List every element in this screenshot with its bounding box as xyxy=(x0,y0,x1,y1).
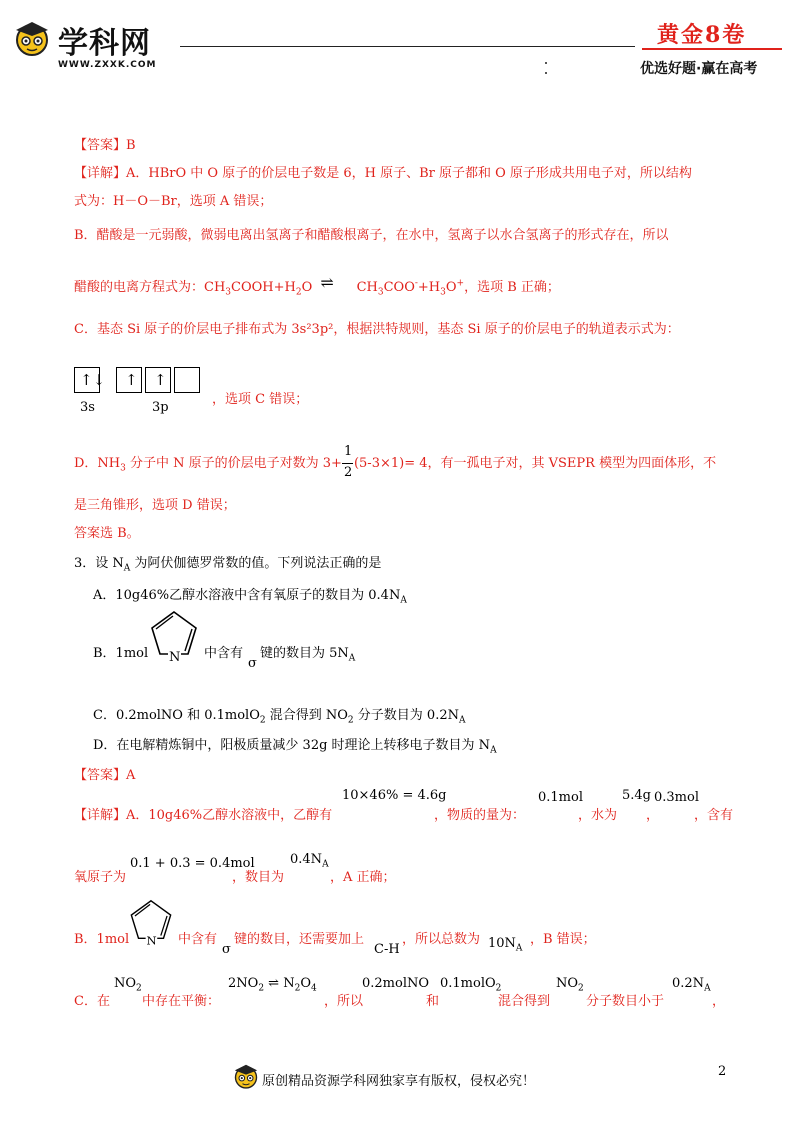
q3-answer: 【答案】A xyxy=(74,768,136,783)
q3-option-b-suffix: 键的数目为 $5N_A$ xyxy=(260,646,356,664)
q2-detail-b-line1: B．醋酸是一元弱酸，微弱电离出氢离子和醋酸根离子，在水中，氢离子以水合氢离子的形式存在，所以 xyxy=(74,228,669,243)
q3-option-a: A．10g46%乙醇水溶液中含有氧原子的数目为 $0.4N_A$ xyxy=(93,588,407,606)
spin-up-icon: ↑ xyxy=(125,371,138,389)
q3-detail-b-mid2: 键的数目，还需要加上 xyxy=(234,932,365,947)
q3-formula-sum: 0.1 + 0.3 = 0.4mol xyxy=(130,856,255,871)
q3-detail-a-pre: 【详解】A．10g46%乙醇水溶液中，乙醇有 xyxy=(74,808,333,823)
q2-detail-a-line2: 式为：H－O－Br，选项 A 错误； xyxy=(74,194,273,209)
q3-option-b-mid: 中含有 xyxy=(204,646,244,661)
q3-detail-b-sigma: σ xyxy=(222,942,231,957)
q3-detail-c-mid: 中存在平衡： xyxy=(142,994,221,1009)
orbital-3s-label: 3s xyxy=(80,400,95,415)
q3-detail-a-mid: ，物质的量为： xyxy=(434,808,526,823)
q3-detail-c-mid3: 混合得到 xyxy=(498,994,551,1009)
q2-detail-a-line1: 【详解】A．HBrO 中 O 原子的价层电子数是 6，H 原子、Br 原子都和 O 原子形成共用电子对，所以结构 xyxy=(74,166,692,181)
q3-detail-b-mid3: ，所以总数为 xyxy=(402,932,481,947)
orbital-3p-label: 3p xyxy=(152,400,169,415)
q3-detail-c-pre: C．在 xyxy=(74,994,110,1009)
q3-detail-c-equation: $2NO_2$ ⇌ $N_2O_4$ xyxy=(228,976,317,994)
page-number: 2 xyxy=(718,1064,727,1079)
footer-copyright: 原创精品资源学科网独家享有版权，侵权必究！ xyxy=(262,1074,536,1089)
q2-detail-d-line2: 是三角锥形，选项 D 错误； xyxy=(74,498,236,513)
q3-formula-mass: 10×46% = 4.6g xyxy=(342,788,447,803)
q2-detail-c-line2: ，选项 C 错误； xyxy=(212,392,309,407)
q2-detail-c-line1: C．基态 Si 原子的价层电子排布式为 3s²3p²，根据洪特规则，基态 Si 原子的价层电子的轨道表示式为： xyxy=(74,322,680,337)
q3-detail-b-pre: B．1mol xyxy=(74,932,130,947)
q3-detail-a-water: ，水为 xyxy=(578,808,618,823)
q3-detail-c-and: 和 xyxy=(426,994,440,1009)
orbital-3s-box xyxy=(74,367,106,393)
q3-detail-c-no: 0.2molNO xyxy=(362,976,430,991)
pyrrole-structure-icon xyxy=(126,896,176,952)
q3-detail-a2-mid: ，数目为 xyxy=(232,870,285,885)
q3-detail-c-mid2: ，所以 xyxy=(324,994,364,1009)
orbital-3p-box-3 xyxy=(174,367,200,393)
q3-formula-comma: ， xyxy=(646,808,660,823)
q2-detail-d-line1: D．$NH_3$ 分子中 N 原子的价层电子对数为 3+ $\frac{1}{2}$ (5-3×1)= 4，有一孤电子对，其 VSEPR 模型为四面体形，不 xyxy=(74,443,717,480)
q3-detail-a2-post: ，A 正确； xyxy=(330,870,396,885)
q3-formula-water: 5.4g xyxy=(622,788,651,803)
ring-n-label: N xyxy=(146,933,157,948)
q3-detail-c-no2: $NO_2$ xyxy=(114,976,142,994)
q3-detail-a-post: ，含有 xyxy=(694,808,734,823)
brand-rule xyxy=(642,48,782,50)
fraction-numerator: 1 xyxy=(343,443,353,459)
q3-detail-c-val: $0.2N_A$ xyxy=(672,976,711,994)
footer-mascot-icon xyxy=(232,1062,260,1090)
fraction-bar xyxy=(342,463,353,464)
speck xyxy=(545,72,547,74)
q3-detail-c-mid4: 分子数目小于 xyxy=(586,994,665,1009)
fraction-denominator: 2 xyxy=(343,464,353,480)
q3-detail-b-post: ，B 错误； xyxy=(530,932,596,947)
q3-detail-c-o2: 0.1molO$_2$ xyxy=(440,976,502,994)
spin-up-icon: ↑ xyxy=(154,371,167,389)
q3-detail-b-total: $10N_A$ xyxy=(488,936,523,954)
q3-detail-b-mid: 中含有 xyxy=(178,932,218,947)
q3-formula-na: $0.4N_A$ xyxy=(290,852,329,870)
q3-formula-mol2: 0.3mol xyxy=(654,790,699,805)
header-divider xyxy=(180,46,635,47)
q3-option-b-prefix: B．1mol xyxy=(93,646,149,661)
orbital-3p-box-1 xyxy=(116,367,142,393)
equilibrium-arrow-icon: ⇌ xyxy=(320,273,334,292)
q3-detail-a2-pre: 氧原子为 xyxy=(74,870,127,885)
q3-option-c: C．0.2molNO 和 0.1molO$_2$ 混合得到 $NO_2$ 分子数目为 $0.2N_A$ xyxy=(93,708,466,726)
ring-n-label: N xyxy=(169,650,181,665)
speck xyxy=(545,62,547,64)
brand-slogan: 优选好题·赢在高考 xyxy=(640,61,758,77)
logo-text: 学科网 xyxy=(58,26,151,61)
q3-option-b-sigma: σ xyxy=(248,656,257,671)
brand-title: 黄金8卷 xyxy=(657,22,747,48)
spin-pair-icon: ↑↓ xyxy=(80,371,106,389)
q3-stem: 3．设 $N_A$ 为阿伏伽德罗常数的值。下列说法正确的是 xyxy=(74,556,382,574)
logo-mascot-icon xyxy=(12,18,52,58)
q3-detail-b-ch: C-H xyxy=(374,942,400,957)
pyrrole-structure-icon xyxy=(146,608,202,668)
logo-url: WWW.ZXXK.COM xyxy=(58,60,157,70)
q3-option-d: D．在电解精炼铜中，阳极质量减少 32g 时理论上转移电子数目为 $N_A$ xyxy=(93,738,497,756)
orbital-3p-box-2 xyxy=(145,367,171,393)
q2-ionization-equation: 醋酸的电离方程式为：$CH_3COOH+H_2O$ ⇌ $CH_3COO^-+H_3O^+$，选项 B 正确； xyxy=(74,273,560,298)
q2-answer: 【答案】B xyxy=(74,138,136,153)
q3-formula-mol1: 0.1mol xyxy=(538,790,583,805)
q3-detail-c-no2b: $NO_2$ xyxy=(556,976,584,994)
q3-detail-c-post: ， xyxy=(712,994,726,1009)
q2-conclusion: 答案选 B。 xyxy=(74,526,140,541)
